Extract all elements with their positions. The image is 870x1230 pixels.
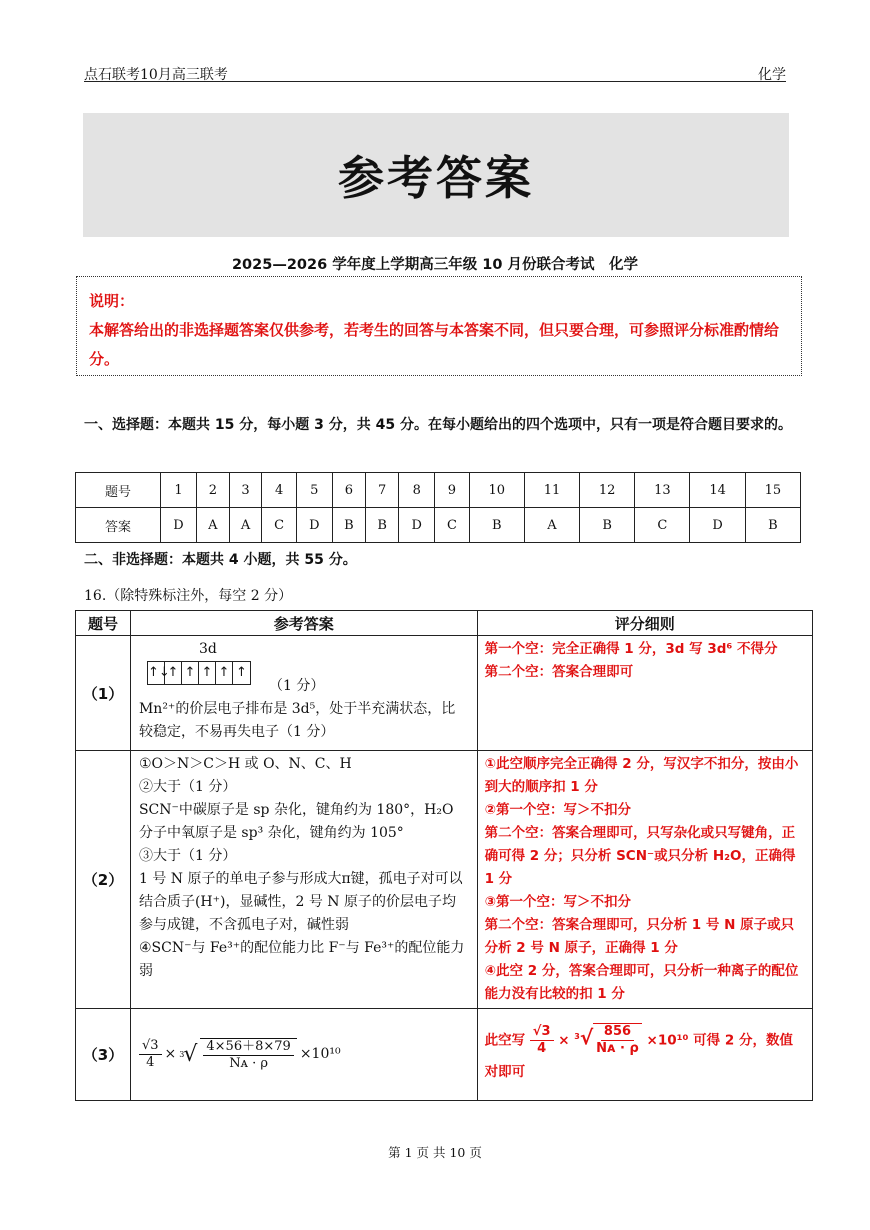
mc-number: 9 <box>435 473 469 508</box>
mc-answer: C <box>635 508 690 543</box>
rule-line: ④此空 2 分，答案合理即可，只分析一种离子的配位能力没有比较的扣 1 分 <box>484 963 799 1002</box>
mc-answer: B <box>745 508 800 543</box>
mc-row-label: 题号 <box>76 473 161 508</box>
q16-header-row <box>76 611 813 636</box>
q16-row-number: （1） <box>76 636 131 751</box>
rule-power-factor: ×10¹⁰ <box>646 1032 689 1049</box>
q16-row-rules <box>477 636 812 751</box>
orbital-label: 3d <box>198 641 217 657</box>
orbital-score: （1 分） <box>268 678 325 694</box>
mc-row-label: 答案 <box>76 508 161 543</box>
rule-radicand <box>593 1023 642 1057</box>
mc-number: 5 <box>296 473 332 508</box>
exam-subtitle: 2025—2026 学年度上学期高三年级 10 月份联合考试 化学 <box>231 257 639 273</box>
mc-answer: B <box>332 508 365 543</box>
mc-number: 15 <box>745 473 800 508</box>
answer-line: ④SCN⁻与 Fe³⁺的配位能力比 F⁻与 Fe³⁺的配位能力弱 <box>138 940 465 979</box>
mc-answer: C <box>262 508 296 543</box>
rule-fraction <box>530 1024 554 1057</box>
mc-answer: C <box>435 508 469 543</box>
rule-line: 第二个空：答案合理即可，只分析 1 号 N 原子或只分析 2 号 N 原子，正确得 1 分 <box>484 917 795 956</box>
formula-fraction <box>139 1038 162 1071</box>
mc-answer: B <box>580 508 635 543</box>
orbital-box: ↑↓ <box>148 662 165 684</box>
q16-row-answer <box>130 751 477 1009</box>
radicand-fraction <box>203 1039 293 1072</box>
rule-radicand-fraction <box>596 1024 639 1057</box>
col-header-answer: 参考答案 <box>130 611 477 636</box>
frac-denominator: 4 <box>146 1055 155 1070</box>
mc-number: 8 <box>399 473 435 508</box>
page-title: 参考答案 <box>338 151 534 205</box>
page-header <box>84 62 786 82</box>
rule-prefix: 此空写 <box>484 1032 526 1049</box>
mc-number: 13 <box>635 473 690 508</box>
times-sign: × <box>164 1046 177 1062</box>
radicand <box>200 1038 296 1072</box>
frac-numerator: √3 <box>139 1038 162 1055</box>
orbital-box: ↑ <box>199 662 216 684</box>
rule-frac-denominator: 4 <box>537 1040 547 1056</box>
mc-answer: A <box>524 508 579 543</box>
power-factor: ×10¹⁰ <box>299 1046 341 1062</box>
mc-number: 14 <box>690 473 745 508</box>
rule-cube-root-index: 3 <box>574 1031 580 1041</box>
mc-answer: D <box>161 508 197 543</box>
mc-number: 4 <box>262 473 296 508</box>
q16-row-number: （2） <box>76 751 131 1009</box>
col-header-rules: 评分细则 <box>477 611 812 636</box>
q16-row-number: （3） <box>76 1009 131 1101</box>
mc-answer: D <box>296 508 332 543</box>
mc-number: 3 <box>229 473 262 508</box>
rule-line: ②第一个空：写＞不扣分 <box>484 802 632 818</box>
mc-number: 11 <box>524 473 579 508</box>
orbital-box: ↑ <box>165 662 182 684</box>
rule-line: ①此空顺序完全正确得 2 分，写汉字不扣分，按由小到大的顺序扣 1 分 <box>484 756 799 795</box>
q16-intro: 16.（除特殊标注外，每空 2 分） <box>84 588 293 604</box>
rule-suffix: 可得 2 分，数值对即可 <box>484 1032 793 1081</box>
rule-line: ③第一个空：写＞不扣分 <box>484 894 632 910</box>
mc-answer-table <box>75 472 801 543</box>
rule-frac-numerator: √3 <box>530 1024 554 1041</box>
section2-heading: 二、非选择题：本题共 4 小题，共 55 分。 <box>84 552 357 568</box>
radicand-numerator: 4×56＋8×79 <box>203 1039 293 1056</box>
rule-formula-line <box>485 1022 805 1088</box>
q16-row-rules <box>477 1009 812 1101</box>
mc-answer: A <box>196 508 229 543</box>
mc-answer: D <box>399 508 435 543</box>
answer-line: ③大于（1 分） <box>138 848 237 864</box>
answer-line: ①O＞N＞C＞H 或 O、N、C、H <box>138 756 352 772</box>
answer-line: ②大于（1 分） <box>138 779 237 795</box>
q16-row-3 <box>76 1009 813 1101</box>
rule-line: 第二个空：答案合理即可 <box>484 664 634 680</box>
orbital-diagram <box>147 661 251 685</box>
answer-line: 1 号 N 原子的单电子参与形成大π键，孤电子对可以结合质子(H⁺)，显碱性，2 号 N 原子的价层电子均参与成键，不含孤电子对，碱性弱 <box>138 871 463 933</box>
cube-root-index: 3 <box>179 1050 185 1059</box>
note-title: 说明： <box>89 292 135 310</box>
note-box <box>76 276 802 376</box>
q16-row-rules <box>477 751 812 1009</box>
radical-sign-icon: √ <box>183 1042 198 1067</box>
mc-number-row <box>76 473 801 508</box>
rule-radical-icon: √ <box>579 1025 594 1050</box>
q16-row-1 <box>76 636 813 751</box>
orbital-box: ↑ <box>182 662 199 684</box>
q16-row-2 <box>76 751 813 1009</box>
rule-line: 第一个空：完全正确得 1 分，3d 写 3d⁶ 不得分 <box>484 641 778 657</box>
header-left: 点石联考10月高三联考 <box>84 67 228 83</box>
mc-answer: B <box>366 508 399 543</box>
mc-number: 6 <box>332 473 365 508</box>
answer-line: SCN⁻中碳原子是 sp 杂化，键角约为 180°，H₂O 分子中氧原子是 sp³ 杂化，键角约为 105° <box>138 802 454 841</box>
section1-heading: 一、选择题：本题共 15 分，每小题 3 分，共 45 分。在每小题给出的四个选项中，只有一项是符合题目要求的。 <box>84 417 792 433</box>
mc-answer: B <box>469 508 524 543</box>
answer-text: Mn²⁺的价层电子排布是 3d⁵，处于半充满状态，比较稳定，不易再失电子（1 分） <box>138 701 456 740</box>
orbital-box: ↑ <box>216 662 233 684</box>
orbital-box: ↑ <box>236 665 247 680</box>
mc-number: 12 <box>580 473 635 508</box>
header-right: 化学 <box>758 67 786 83</box>
mc-number: 1 <box>161 473 197 508</box>
rule-radicand-numerator: 856 <box>601 1024 634 1041</box>
note-text: 本解答给出的非选择题答案仅供参考，若考生的回答与本答案不同，但只要合理，可参照评分标准酌情给分。 <box>89 321 780 368</box>
mc-number: 2 <box>196 473 229 508</box>
q16-answer-table <box>75 610 813 1101</box>
page-footer: 第 1 页 共 10 页 <box>388 1145 482 1160</box>
radicand-denominator: Nᴀ · ρ <box>229 1055 268 1071</box>
mc-number: 7 <box>366 473 399 508</box>
rule-radicand-denominator: Nᴀ · ρ <box>596 1041 639 1057</box>
title-banner <box>83 113 789 237</box>
mc-answer: A <box>229 508 262 543</box>
col-header-number: 题号 <box>76 611 131 636</box>
mc-answer-row <box>76 508 801 543</box>
formula <box>139 1038 469 1072</box>
q16-row-answer <box>130 636 477 751</box>
rule-line: 第二个空：答案合理即可，只写杂化或只写键角，正确可得 2 分；只分析 SCN⁻或只分析 H₂O，正确得 1 分 <box>484 825 796 887</box>
rule-times-sign: × <box>558 1032 570 1049</box>
q16-row-answer <box>130 1009 477 1101</box>
mc-answer: D <box>690 508 745 543</box>
mc-number: 10 <box>469 473 524 508</box>
